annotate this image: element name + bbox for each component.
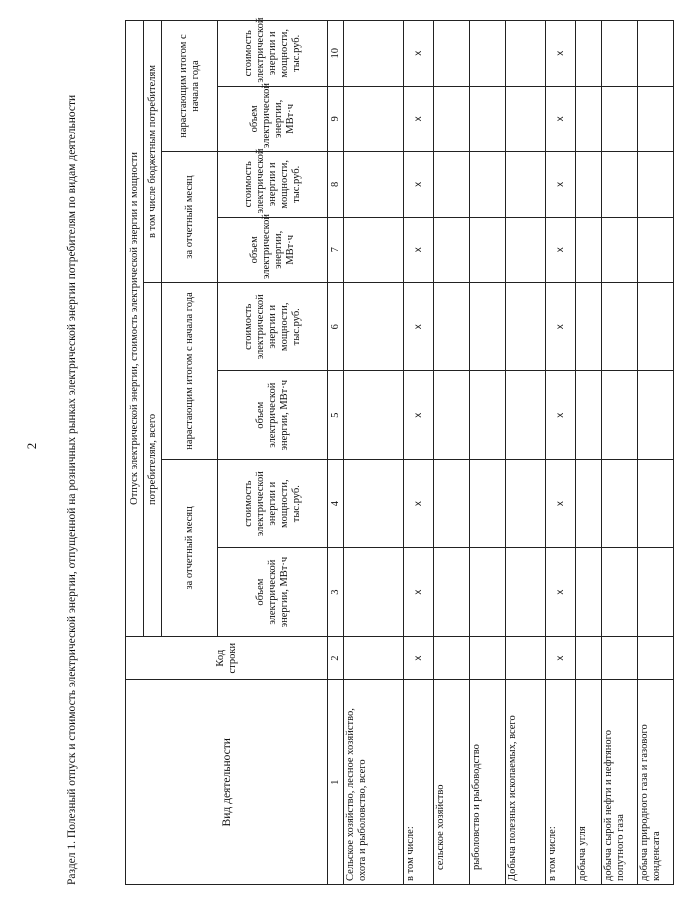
row-cell	[602, 21, 638, 87]
section-title: Раздел 1. Полезный отпуск и стоимость электрической энергии, отпущенной на розничных рынках электрической энергии потребителям по видам деятельности	[66, 94, 78, 885]
header-cost: стоимость электрической энергии и мощности, тыс.руб.	[218, 21, 328, 87]
row-label: сельское хозяйство	[434, 680, 470, 885]
row-cell	[576, 636, 602, 680]
row-cell	[506, 371, 546, 459]
row-cell	[470, 636, 506, 680]
header-activity: Вид деятельности	[126, 680, 328, 885]
row-cell	[576, 21, 602, 87]
row-cell	[638, 459, 674, 547]
row-cell	[602, 459, 638, 547]
row-cell: x	[404, 459, 434, 547]
row-cell: x	[546, 86, 576, 151]
row-cell	[470, 283, 506, 371]
table-row	[470, 21, 506, 885]
row-cell	[506, 217, 546, 282]
row-cell	[434, 217, 470, 282]
row-cell	[602, 636, 638, 680]
row-cell	[638, 636, 674, 680]
row-label: в том числе:	[404, 680, 434, 885]
table-row	[404, 21, 434, 885]
rotated-page-content	[65, 17, 662, 885]
column-number: 6	[328, 283, 344, 371]
column-number: 9	[328, 86, 344, 151]
header-ytd-all: нарастающим итогом с начала года	[162, 283, 218, 460]
header-budget-consumers: в том числе бюджетным потребителям	[144, 21, 162, 283]
row-cell	[576, 548, 602, 636]
row-label: добыча природного газа и газового конденсата	[638, 680, 674, 885]
row-cell	[344, 548, 404, 636]
row-cell	[434, 371, 470, 459]
table-row	[576, 21, 602, 885]
row-cell	[434, 548, 470, 636]
row-cell: x	[546, 217, 576, 282]
column-number: 7	[328, 217, 344, 282]
header-cost: стоимость электрической энергии и мощности, тыс.руб.	[218, 283, 328, 371]
energy-supply-table	[125, 17, 674, 885]
row-cell	[602, 86, 638, 151]
column-number: 1	[328, 680, 344, 885]
row-cell	[470, 152, 506, 217]
row-cell	[344, 152, 404, 217]
row-cell	[434, 152, 470, 217]
column-number: 8	[328, 152, 344, 217]
row-cell	[576, 217, 602, 282]
row-cell	[434, 283, 470, 371]
row-cell	[576, 152, 602, 217]
table-row	[344, 21, 404, 885]
row-cell	[638, 283, 674, 371]
row-label: добыча сырой нефти и нефтяного попутного газа	[602, 680, 638, 885]
row-cell: x	[546, 21, 576, 87]
table-row	[602, 21, 638, 885]
row-cell	[470, 459, 506, 547]
column-number: 3	[328, 548, 344, 636]
row-cell	[576, 459, 602, 547]
row-cell	[470, 548, 506, 636]
row-cell: x	[404, 152, 434, 217]
row-cell: x	[546, 371, 576, 459]
row-cell	[470, 371, 506, 459]
row-cell: x	[404, 21, 434, 87]
column-number: 5	[328, 371, 344, 459]
row-label: Добыча полезных ископаемых, всего	[506, 680, 546, 885]
row-cell	[506, 636, 546, 680]
row-cell	[602, 371, 638, 459]
header-all-consumers: потребителям, всего	[144, 283, 162, 637]
row-cell	[434, 636, 470, 680]
row-cell	[344, 217, 404, 282]
header-month-budget: за отчетный месяц	[162, 152, 218, 283]
header-volume: объем электрической энергии, МВт·ч	[218, 217, 328, 282]
row-cell: x	[546, 283, 576, 371]
row-label: добыча угля	[576, 680, 602, 885]
row-cell	[602, 283, 638, 371]
page-number: 2	[24, 442, 39, 450]
row-cell	[470, 217, 506, 282]
row-cell	[576, 283, 602, 371]
row-cell	[506, 459, 546, 547]
row-cell: x	[404, 371, 434, 459]
row-cell	[344, 86, 404, 151]
row-cell	[602, 217, 638, 282]
header-ytd-budget: нарастающим итогом с начала года	[162, 21, 218, 152]
row-cell	[638, 548, 674, 636]
row-cell	[470, 21, 506, 87]
table-row	[506, 21, 546, 885]
row-label: рыболовство и рыбоводство	[470, 680, 506, 885]
row-cell: x	[546, 548, 576, 636]
row-cell: x	[546, 152, 576, 217]
header-month-all: за отчетный месяц	[162, 459, 218, 636]
row-cell	[344, 21, 404, 87]
header-cost: стоимость электрической энергии и мощности, тыс.руб.	[218, 459, 328, 547]
row-cell	[638, 21, 674, 87]
row-cell	[434, 21, 470, 87]
row-cell	[506, 21, 546, 87]
row-label: в том числе:	[546, 680, 576, 885]
row-cell	[506, 548, 546, 636]
row-cell	[506, 152, 546, 217]
row-cell: x	[546, 636, 576, 680]
table-row	[434, 21, 470, 885]
header-volume: объем электрической энергии, МВт·ч	[218, 86, 328, 151]
row-cell: x	[404, 86, 434, 151]
row-cell: x	[404, 548, 434, 636]
column-number: 4	[328, 459, 344, 547]
row-cell	[638, 152, 674, 217]
column-number: 2	[328, 636, 344, 680]
row-cell	[506, 86, 546, 151]
row-cell	[638, 217, 674, 282]
header-volume: объем электрической энергии, МВт·ч	[218, 371, 328, 459]
row-cell: x	[404, 217, 434, 282]
header-cost: стоимость электрической энергии и мощности, тыс.руб.	[218, 152, 328, 217]
row-cell	[344, 459, 404, 547]
row-cell	[638, 86, 674, 151]
row-cell	[434, 86, 470, 151]
row-cell: x	[404, 636, 434, 680]
table-row	[546, 21, 576, 885]
row-cell	[638, 371, 674, 459]
row-cell	[434, 459, 470, 547]
column-number: 10	[328, 21, 344, 87]
row-cell	[602, 152, 638, 217]
row-cell	[344, 283, 404, 371]
row-cell: x	[404, 283, 434, 371]
header-group: Отпуск электрической энергии, стоимость электрической энергии и мощности	[126, 21, 144, 637]
row-cell: x	[546, 459, 576, 547]
row-label: Сельское хозяйство, лесное хозяйство, охота и рыболовство, всего	[344, 680, 404, 885]
row-cell	[602, 548, 638, 636]
header-code: Код строки	[126, 636, 328, 680]
column-numbers-row	[328, 21, 344, 885]
row-cell	[470, 86, 506, 151]
row-cell	[344, 636, 404, 680]
row-cell	[506, 283, 546, 371]
header-volume: объем электрической энергии, МВт·ч	[218, 548, 328, 636]
row-cell	[344, 371, 404, 459]
table-row	[638, 21, 674, 885]
row-cell	[576, 86, 602, 151]
row-cell	[576, 371, 602, 459]
